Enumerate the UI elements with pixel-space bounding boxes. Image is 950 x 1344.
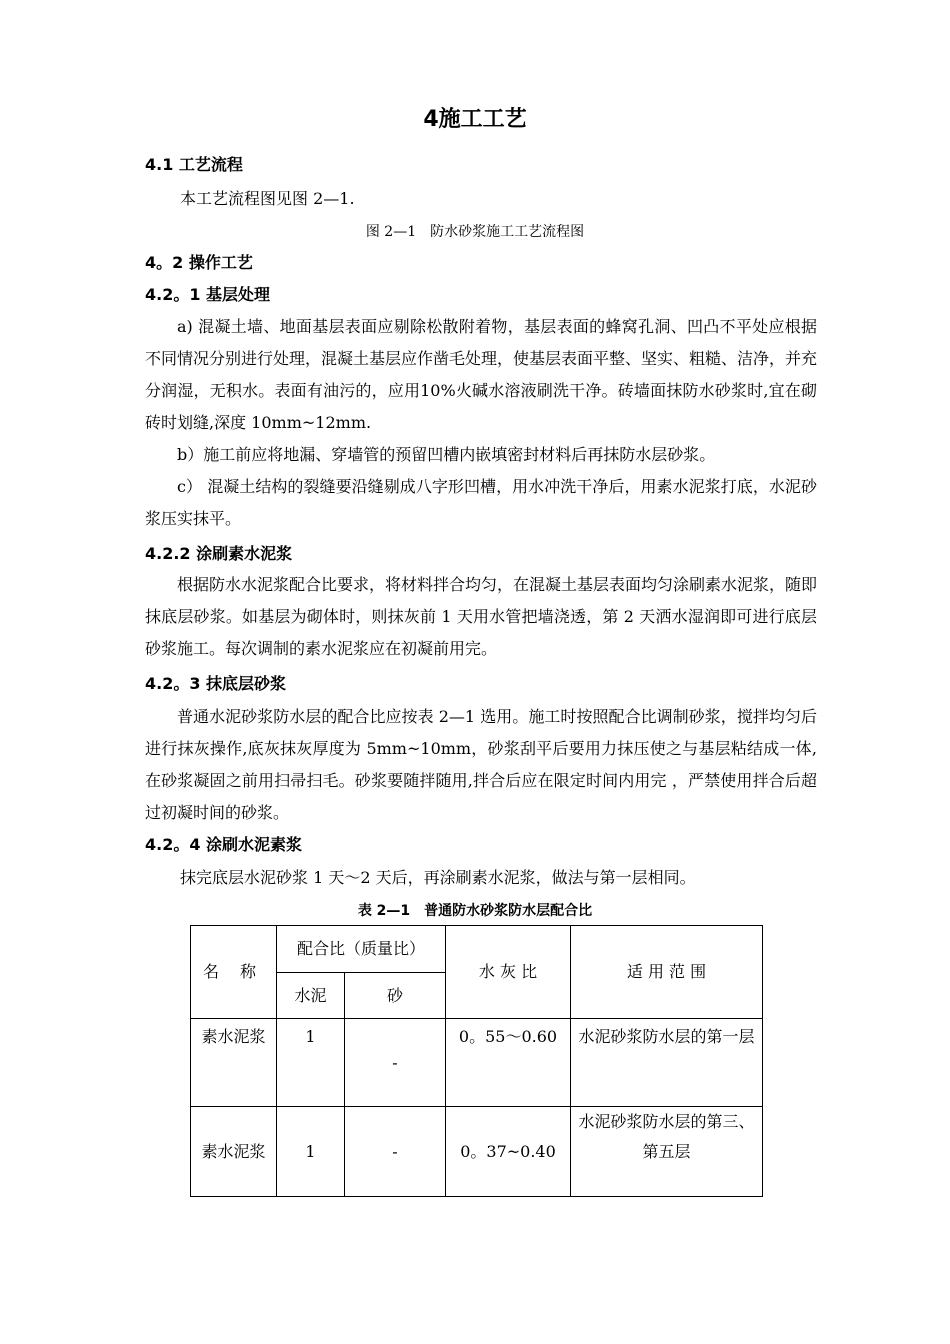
header-sand: 砂 (345, 973, 446, 1019)
heading-4-1: 4.1 工艺流程 (145, 155, 243, 174)
header-scope: 适 用 范 围 (571, 926, 763, 1019)
row-scope: 水泥砂浆防水层的第一层 (571, 1019, 763, 1107)
heading-4-2: 4。2 操作工艺 (145, 253, 253, 272)
flow-reference-text: 本工艺流程图见图 2—1. (180, 189, 355, 208)
paragraph-4-2-2: 根据防水水泥浆配合比要求，将材料拌合均匀，在混凝土基层表面均匀涂刷素水泥浆，随即抹底层砂浆。如基层为砌体时，则抹灰前 1 天用水管把墙浇透，第 2 天洒水湿润即可进行底层砂浆施工。每次调制的素水泥浆应在初凝前用完。 (145, 575, 818, 658)
figure-caption: 图 2—1 防水砂浆施工工艺流程图 (365, 224, 585, 240)
row-cement: 1 (277, 1107, 345, 1197)
paragraph-c: c） 混凝土结构的裂缝要沿缝剔成八字形凹槽，用水冲洗干净后，用素水泥浆打底，水泥砂浆压实抹平。 (145, 477, 817, 528)
row-water-cement: 0。55～0.60 (446, 1019, 571, 1107)
header-ratio: 配合比（质量比） (277, 926, 446, 973)
header-name: 名 称 (191, 926, 277, 1019)
row-name: 素水泥浆 (191, 1019, 277, 1107)
header-cement: 水泥 (277, 973, 345, 1019)
mix-ratio-table (190, 925, 763, 1197)
paragraph-4-2-4: 抹完底层水泥砂浆 1 天～2 天后，再涂刷素水泥浆，做法与第一层相同。 (180, 868, 696, 887)
header-water-cement: 水 灰 比 (446, 926, 571, 1019)
heading-4-2-1: 4.2。1 基层处理 (145, 285, 271, 304)
row-water-cement: 0。37~0.40 (446, 1107, 571, 1197)
row-sand: - (345, 1107, 446, 1197)
paragraph-4-2-3: 普通水泥砂浆防水层的配合比应按表 2—1 选用。施工时按照配合比调制砂浆，搅拌均匀后进行抹灰操作,底灰抹灰厚度为 5mm~10mm，砂浆刮平后要用力抹压使之与基层粘结成一体,在砂浆凝固之前用扫帚扫毛。砂浆要随拌随用,拌合后应在限定时间内用完 ，严禁使用拌合后超过初凝时间的砂浆。 (145, 707, 817, 822)
heading-4-2-3: 4.2。3 抹底层砂浆 (145, 674, 287, 693)
row-sand: - (345, 1019, 446, 1107)
document-title: 4施工工艺 (423, 107, 527, 132)
paragraph-a: a) 混凝土墙、地面基层表面应剔除松散附着物，基层表面的蜂窝孔洞、凹凸不平处应根据不同情况分别进行处理，混凝土基层应作凿毛处理，使基层表面平整、坚实、粗糙、洁净，并充分润湿，无积水。表面有油污的，应用10%火碱水溶液刷洗干净。砖墙面抹防水砂浆时,宜在砌砖时划缝,深度 10mm~12mm. (145, 317, 818, 432)
table-row (191, 1019, 763, 1107)
heading-4-2-4: 4.2。4 涂刷水泥素浆 (145, 835, 303, 854)
table-row (191, 1107, 763, 1197)
row-cement: 1 (277, 1019, 345, 1107)
row-scope: 水泥砂浆防水层的第三、第五层 (571, 1107, 763, 1197)
paragraph-b: b）施工前应将地漏、穿墙管的预留凹槽内嵌填密封材料后再抹防水层砂浆。 (177, 445, 716, 464)
table-caption: 表 2—1 普通防水砂浆防水层配合比 (357, 903, 593, 919)
row-name: 素水泥浆 (191, 1107, 277, 1197)
heading-4-2-2: 4.2.2 涂刷素水泥浆 (145, 544, 293, 563)
